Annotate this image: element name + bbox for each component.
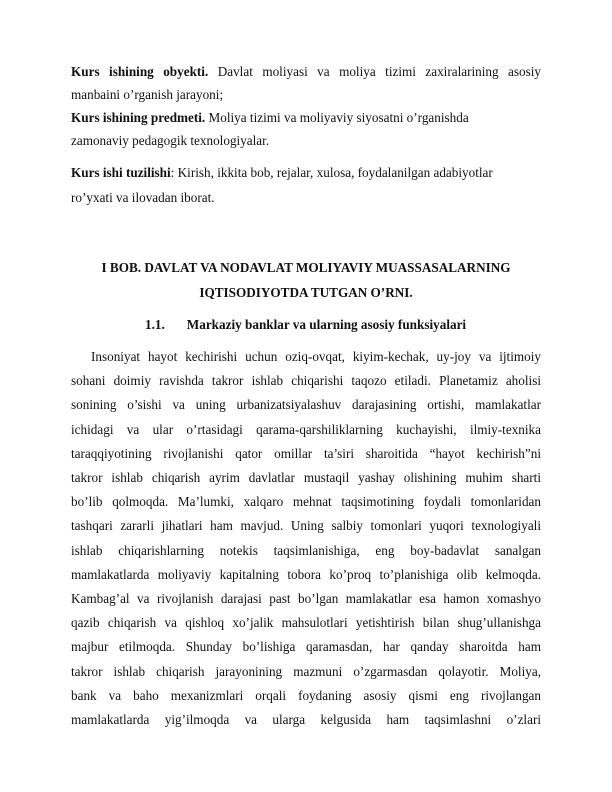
tuzilish-line-1 (71, 165, 541, 180)
chapter-title-line-2: IQTISODIYOTDA TUTGAN O’RNI. (199, 285, 413, 300)
body-line: takror ishlab chiqarish jarayonining mazmuni o’zgarmasdan qolayotir. Moliya, (71, 663, 541, 679)
body-line: taraqqiyotining rivojlanishi qator omillar ta’siri sharoitida “hayot kechirish”ni (71, 445, 541, 461)
predmet-label: Kurs ishining predmeti. (71, 110, 206, 125)
tuzilish-label: Kurs ishi tuzilishi (71, 165, 171, 180)
obyekt-line-1 (71, 64, 541, 79)
section-title: Markaziy banklar va ularning asosiy funksiyalari (186, 317, 467, 332)
body-line: majbur etilmoqda. Shunday bo’lishiga qaramasdan, har qanday sharoitda ham (71, 639, 541, 655)
body-line: sonining o’sishi va uning urbanizatsiyalashuv darajasining ortishi, mamlakatlar (71, 397, 541, 413)
obyekt-label: Kurs ishining obyekti. (71, 64, 209, 79)
body-line: ichidagi va ular o’rtasidagi qarama-qarshiliklarning kuchayishi, ilmiy-texnika (71, 421, 541, 437)
body-line: takror ishlab chiqarish ayrim davlatlar mustaqil yashay olishining muhim sharti (71, 470, 541, 485)
obyekt-line-2: manbaini o’rganish jarayoni; (71, 87, 224, 102)
section-heading (145, 317, 545, 332)
body-line: Kambag’al va rivojlanish darajasi past bo’lgan mamlakatlar esa hamon xomashyo (71, 591, 541, 606)
body-line: ishlab chiqarishlarning notekis taqsimlanishiga, eng boy-badavlat sanalgan (71, 542, 541, 558)
body-line: tashqari zararli jihatlari ham mavjud. Uning salbiy tomonlari yuqori texnologiyali (71, 518, 541, 534)
body-line: bo’lib qolmoqda. Ma’lumki, xalqaro mehnat taqsimotining foydali tomonlaridan (71, 494, 541, 510)
body-line: sohani doimiy ravishda takror ishlab chiqarishi taqozo etiladi. Planetamiz aholisi (71, 373, 541, 389)
body-line: mamlakatlarda moliyaviy kapitalning tobora ko’proq to’planishiga olib kelmoqda. (71, 566, 541, 582)
tuzilish-line-2: ro’yxati va ilovadan iborat. (71, 190, 215, 205)
predmet-line-1 (71, 110, 541, 125)
chapter-title-line-1: I BOB. DAVLAT VA NODAVLAT MOLIYAVIY MUASSASALARNING (101, 260, 511, 275)
tuzilish-text-1: : Kirish, ikkita bob, rejalar, xulosa, foydalanilgan adabiyotlar (170, 165, 493, 180)
obyekt-text-1: Davlat moliyasi va moliya tizimi zaxiralarining asosiy (208, 64, 542, 79)
body-line: Insoniyat hayot kechirishi uchun oziq-ovqat, kiyim-kechak, uy-joy va ijtimoiy (91, 349, 541, 364)
predmet-line-2: zamonaviy pedagogik texnologiyalar. (71, 133, 270, 148)
predmet-text-1: Moliya tizimi va moliyaviy siyosatni o’rganishda (205, 110, 469, 125)
body-line: qazib chiqarish va qishloq xo’jalik mahsulotlari yetishtirish bilan shug’ullanishga (71, 615, 541, 631)
section-number: 1.1. (145, 317, 165, 332)
body-line: bank va baho mexanizmlari orqali foydaning asosiy qismi eng rivojlangan (71, 687, 541, 703)
body-line: mamlakatlarda yig’ilmoqda va ularga kelgusida ham taqsimlashni o’zlari (71, 712, 541, 727)
